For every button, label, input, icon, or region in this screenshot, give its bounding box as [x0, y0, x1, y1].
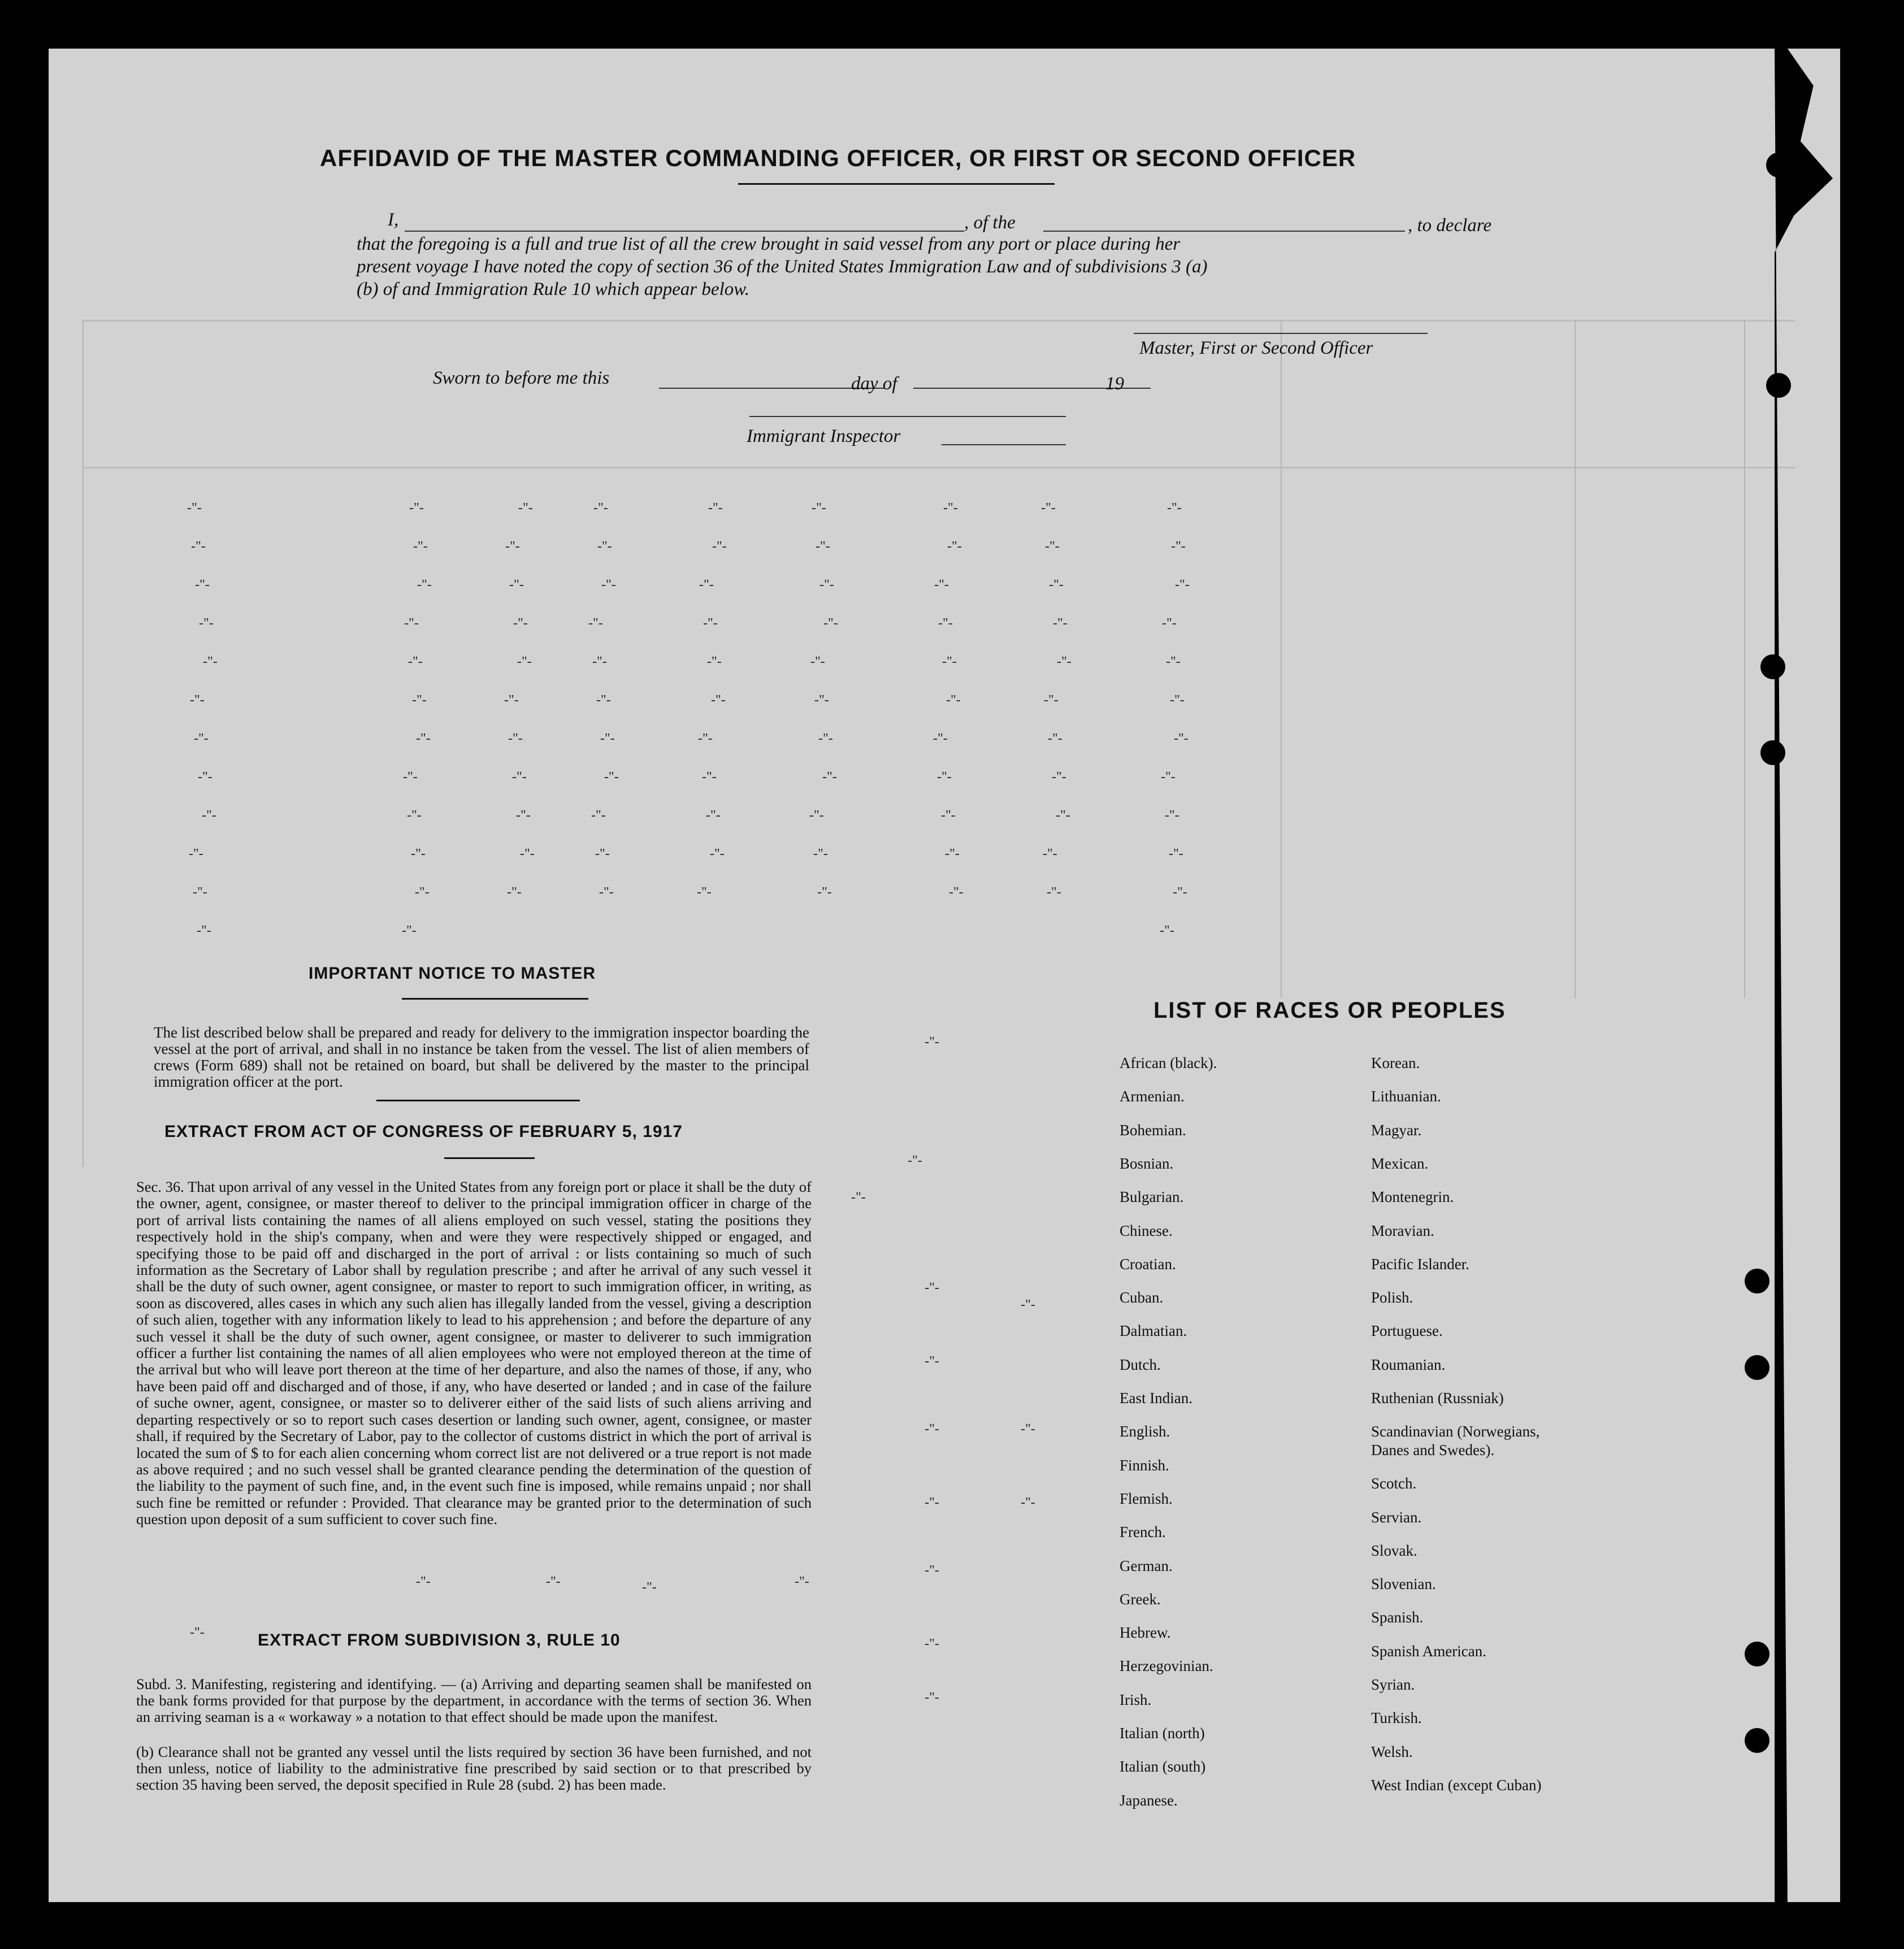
- race-item: Dutch.: [1120, 1356, 1161, 1373]
- race-item: Irish.: [1120, 1691, 1152, 1708]
- ditto-mark: -"-: [1021, 1495, 1035, 1510]
- ditto-mark: -"-: [818, 731, 833, 746]
- ditto-mark: -"-: [409, 501, 424, 515]
- ditto-mark: -"-: [404, 616, 419, 631]
- bleed-through-table-header: [83, 467, 1795, 468]
- ditto-mark: -"-: [702, 770, 717, 784]
- vessel-blank-line: [1043, 231, 1405, 232]
- ditto-mark: -"-: [1041, 501, 1056, 515]
- ditto-mark: -"-: [187, 501, 202, 515]
- ditto-mark: -"-: [943, 501, 958, 515]
- ditto-mark: -"-: [189, 847, 203, 861]
- race-item: Spanish American.: [1371, 1642, 1486, 1660]
- ditto-mark: -"-: [197, 923, 211, 938]
- ditto-mark: -"-: [546, 1574, 561, 1589]
- extract-rule-text-b: (b) Clearance shall not be granted any vessel until the lists required by section 36 have been furnished, and not then unless, notice of liability to the administrative fine prescribed by said section or to that prescribed by section 35 having been served, the deposit specified in Rule 28 (subd. 2) has been made.: [136, 1743, 812, 1793]
- race-item: Pacific Islander.: [1371, 1255, 1469, 1273]
- bleed-through-column: [83, 320, 84, 1167]
- race-item: German.: [1120, 1557, 1173, 1574]
- ditto-mark: -"-: [712, 539, 727, 554]
- ditto-mark: -"-: [194, 731, 209, 746]
- ditto-mark: -"-: [699, 578, 714, 592]
- ditto-mark: -"-: [816, 539, 830, 554]
- ditto-mark: -"-: [596, 693, 611, 707]
- extract-act-underline: [444, 1157, 535, 1159]
- ditto-mark: -"-: [809, 808, 824, 823]
- sworn-label: Sworn to before me this: [433, 368, 610, 388]
- ditto-mark: -"-: [203, 654, 218, 669]
- ditto-mark: -"-: [938, 616, 953, 631]
- ditto-mark: -"-: [504, 693, 519, 707]
- race-item: East Indian.: [1120, 1390, 1192, 1407]
- race-item: French.: [1120, 1523, 1166, 1541]
- ditto-mark: -"-: [513, 616, 528, 631]
- ditto-mark: -"-: [1043, 847, 1057, 861]
- race-item: Bulgarian.: [1120, 1188, 1184, 1206]
- ditto-mark: -"-: [697, 885, 712, 900]
- ditto-mark: -"-: [597, 539, 612, 554]
- ditto-mark: -"-: [814, 693, 829, 707]
- ditto-mark: -"-: [703, 616, 718, 631]
- ditto-mark: -"-: [810, 654, 825, 669]
- ditto-mark: -"-: [817, 885, 832, 900]
- name-blank-line: [405, 231, 964, 232]
- race-item: African (black).: [1120, 1054, 1217, 1071]
- signature-line: [1134, 333, 1428, 334]
- affidavit-of-the: , of the: [964, 212, 1016, 233]
- ditto-mark: -"-: [949, 885, 964, 900]
- sworn-day-of: day of: [851, 374, 897, 394]
- punch-hole: [1766, 153, 1791, 177]
- ditto-mark: -"-: [411, 847, 426, 861]
- inspector-line: [942, 444, 1066, 445]
- ditto-mark: -"-: [195, 578, 210, 592]
- affidavit-i: I,: [388, 210, 399, 230]
- ditto-mark: -"-: [413, 539, 428, 554]
- race-item: Mexican.: [1371, 1154, 1429, 1172]
- ditto-mark: -"-: [520, 847, 535, 861]
- extract-rule-heading: EXTRACT FROM SUBDIVISION 3, RULE 10: [258, 1631, 621, 1650]
- punch-hole: [1745, 1728, 1769, 1753]
- ditto-mark: -"-: [1052, 770, 1066, 784]
- document-page: [49, 49, 1840, 1902]
- ditto-mark: -"-: [933, 731, 948, 746]
- notice-heading: IMPORTANT NOTICE TO MASTER: [309, 964, 596, 983]
- extract-act-heading: EXTRACT FROM ACT OF CONGRESS OF FEBRUARY 5, 1917: [164, 1122, 683, 1141]
- ditto-mark: -"-: [417, 578, 432, 592]
- ditto-mark: -"-: [925, 1422, 939, 1436]
- ditto-mark: -"-: [1171, 539, 1186, 554]
- punch-hole: [1760, 740, 1785, 765]
- sworn-underline: [749, 416, 1066, 417]
- punch-hole: [1745, 1269, 1769, 1293]
- race-item: Spanish.: [1371, 1609, 1424, 1626]
- ditto-mark: -"-: [925, 1690, 939, 1705]
- race-item: Servian.: [1371, 1508, 1422, 1526]
- bleed-through-column: [1281, 320, 1282, 998]
- notice-underline: [402, 998, 588, 1000]
- race-item: Flemish.: [1120, 1490, 1173, 1507]
- ditto-mark: -"-: [507, 885, 522, 900]
- title-underline: [738, 183, 1055, 185]
- ditto-mark: -"-: [698, 731, 713, 746]
- race-item: Turkish.: [1371, 1709, 1422, 1727]
- page-title: AFFIDAVID OF THE MASTER COMMANDING OFFICER, OR FIRST OR SECOND OFFICER: [320, 145, 1356, 171]
- ditto-mark: -"-: [934, 578, 949, 592]
- race-item: Montenegrin.: [1371, 1188, 1454, 1206]
- race-item: Cuban.: [1120, 1289, 1164, 1306]
- affidavit-line-3: present voyage I have noted the copy of section 36 of the United States Immigration Law and of subdivisions 3 (a): [357, 257, 1208, 277]
- race-item: Portuguese.: [1371, 1322, 1443, 1340]
- ditto-mark: -"-: [505, 539, 520, 554]
- ditto-mark: -"-: [945, 847, 960, 861]
- extract-rule-text-a: Subd. 3. Manifesting, registering and identifying. — (a) Arriving and departing seamen shall be manifested on the bank forms provided for that purpose by the department, in accordance with the terms of section 36. When an arriving seaman is a « workaway » a notation to that effect should be made upon the manifest.: [136, 1675, 812, 1725]
- ditto-mark: -"-: [925, 1563, 939, 1578]
- ditto-mark: -"-: [198, 770, 212, 784]
- ditto-mark: -"-: [604, 770, 619, 784]
- race-item: Syrian.: [1371, 1676, 1415, 1693]
- ditto-mark: -"-: [408, 654, 423, 669]
- ditto-mark: -"-: [1173, 885, 1187, 900]
- ditto-mark: -"-: [812, 501, 826, 515]
- ditto-mark: -"-: [202, 808, 216, 823]
- race-item: English.: [1120, 1423, 1170, 1440]
- ditto-mark: -"-: [1021, 1297, 1035, 1312]
- ditto-mark: -"-: [193, 885, 207, 900]
- ditto-mark: -"-: [813, 847, 828, 861]
- ditto-mark: -"-: [946, 693, 961, 707]
- ditto-mark: -"-: [925, 1637, 939, 1651]
- ditto-mark: -"-: [1166, 654, 1181, 669]
- ditto-mark: -"-: [595, 847, 610, 861]
- ditto-mark: -"-: [823, 616, 838, 631]
- race-item: Magyar.: [1371, 1121, 1422, 1139]
- race-item: Armenian.: [1120, 1088, 1185, 1105]
- race-item: Japanese.: [1120, 1791, 1178, 1809]
- punch-hole: [1745, 1355, 1769, 1380]
- race-item: Hebrew.: [1120, 1624, 1171, 1642]
- ditto-mark: -"-: [600, 731, 615, 746]
- ditto-mark: -"-: [711, 693, 726, 707]
- race-item: Korean.: [1371, 1054, 1420, 1071]
- race-item: Finnish.: [1120, 1456, 1169, 1474]
- ditto-mark: -"-: [190, 693, 205, 707]
- ditto-mark: -"-: [191, 539, 206, 554]
- ditto-mark: -"-: [822, 770, 837, 784]
- ditto-mark: -"-: [1047, 885, 1061, 900]
- race-item: Greek.: [1120, 1590, 1161, 1608]
- ditto-mark: -"-: [1174, 731, 1189, 746]
- ditto-mark: -"-: [795, 1574, 809, 1589]
- bleed-through-column: [1575, 320, 1576, 998]
- ditto-mark: -"-: [591, 808, 606, 823]
- race-item: Bohemian.: [1120, 1121, 1186, 1139]
- ditto-mark: -"-: [1044, 693, 1059, 707]
- inspector-label: Immigrant Inspector: [747, 426, 901, 446]
- ditto-mark: -"-: [925, 1280, 939, 1295]
- signature-label: Master, First or Second Officer: [1139, 338, 1373, 358]
- ditto-mark: -"-: [199, 616, 214, 631]
- affidavit-to-declare: , to declare: [1408, 215, 1492, 236]
- notice-text: The list described below shall be prepared and ready for delivery to the immigration inspector boarding the vessel at the port of arrival, and shall in no instance be taken from the vessel. The list of alien members of crews (Form 689) shall not be retained on board, but shall be delivered by the master to the principal immigration officer at the port.: [154, 1024, 809, 1090]
- ditto-mark: -"-: [710, 847, 725, 861]
- race-item: Lithuanian.: [1371, 1088, 1441, 1105]
- ditto-mark: -"-: [402, 923, 417, 938]
- ditto-mark: -"-: [518, 501, 533, 515]
- race-item: West Indian (except Cuban): [1371, 1776, 1542, 1794]
- punch-hole: [1745, 1642, 1769, 1666]
- extract-act-text: Sec. 36. That upon arrival of any vessel in the United States from any foreign port or place it shall be the duty of the owner, agent, consignee, or master thereof to deliver to the principal immigration officer in charge of the port of arrival lists containing the names of all aliens employed on such vessel, stating the positions they respectively hold in the ship's company, when and were they were respectively shipped or engaged, and specifying those to be paid off and discharged in the port of arrival : or lists containing so much of such information as the Secretary of Labor shall by regulation prescribe ; and after he arrival of any such vessel it shall be the duty of such owner, agent consignee, or master to report to such immigration officer, in writing, as soon as discovered, alles cases in which any such alien has illegally landed from the vessel, giving a description of such alien, together with any information likely to lead to his apprehension ; and before the departure of any such vessel it shall be the duty of such owner, agent consignee, or master to deliverer to such immigration officer a further list containing the names of all alien employees who were not employed thereon at the time of the arrival but who will leave port thereon at the time of her departure, and also the names of those, if any, who have been paid off and discharged and of those, if any, who have deserted or landed ; and in case of the failure of suche owner, agent, consignee, or master so to deliverer either of the said lists of such aliens arriving and departing respectively or so to report such cases desertion or landing such owner, agent, consignee, or master shall, if required by the Secretary of Labor, pay to the collector of customs district in which the port of arrival is located the sum of $ to for each alien concerning whom correct list are not delivered or a true report is not made as above required ; and no such vessel shall be granted clearance pending the determination of the question of the liability to the payment of such fine, and, in the event such fine is imposed, while remains unpaid ; nor shall such fine be remitted or refunder : Provided. That clearance may be granted prior to the determination of such question upon deposit of a sum sufficient to cover such fine.: [136, 1178, 812, 1528]
- ditto-mark: -"-: [1161, 770, 1176, 784]
- ditto-mark: -"-: [941, 808, 956, 823]
- ditto-mark: -"-: [942, 654, 957, 669]
- sworn-year: 19: [1105, 374, 1124, 394]
- race-item: Scotch.: [1371, 1475, 1417, 1492]
- ditto-mark: -"-: [1169, 847, 1183, 861]
- ditto-mark: -"-: [1165, 808, 1179, 823]
- ditto-mark: -"-: [1167, 501, 1182, 515]
- ditto-mark: -"-: [1053, 616, 1068, 631]
- race-item: Herzegovinian.: [1120, 1657, 1213, 1675]
- race-item: Slovenian.: [1371, 1575, 1436, 1593]
- race-item: Chinese.: [1120, 1222, 1173, 1239]
- ditto-mark: -"-: [1049, 578, 1064, 592]
- ditto-mark: -"-: [588, 616, 603, 631]
- ditto-mark: -"-: [925, 1495, 939, 1510]
- ditto-mark: -"-: [1162, 616, 1177, 631]
- ditto-mark: -"-: [642, 1580, 657, 1595]
- ditto-mark: -"-: [707, 654, 722, 669]
- race-item: Bosnian.: [1120, 1154, 1174, 1172]
- ditto-mark: -"-: [416, 731, 431, 746]
- ditto-mark: -"-: [1045, 539, 1060, 554]
- race-item: Roumanian.: [1371, 1356, 1446, 1373]
- race-item: Ruthenian (Russniak): [1371, 1390, 1504, 1407]
- ditto-mark: -"-: [1021, 1422, 1035, 1436]
- affidavit-line-2: that the foregoing is a full and true list of all the crew brought in said vessel from any port or place during her: [357, 234, 1181, 254]
- ditto-mark: -"-: [601, 578, 616, 592]
- ditto-mark: -"-: [925, 1035, 939, 1049]
- ditto-mark: -"-: [416, 1574, 431, 1589]
- ditto-mark: -"-: [819, 578, 834, 592]
- ditto-mark: -"-: [415, 885, 430, 900]
- race-item: Welsh.: [1371, 1743, 1413, 1760]
- punch-hole: [1760, 654, 1785, 679]
- notice-rule: [376, 1100, 580, 1101]
- race-item: Polish.: [1371, 1289, 1413, 1306]
- ditto-mark: -"-: [937, 770, 952, 784]
- punch-hole: [1766, 373, 1791, 398]
- ditto-mark: -"-: [947, 539, 962, 554]
- ditto-mark: -"-: [592, 654, 607, 669]
- races-heading: LIST OF RACES OR PEOPLES: [1153, 998, 1506, 1023]
- race-item: Danes and Swedes).: [1371, 1441, 1495, 1459]
- race-item: Italian (south): [1120, 1758, 1206, 1776]
- ditto-mark: -"-: [509, 578, 524, 592]
- ditto-mark: -"-: [1175, 578, 1190, 592]
- ditto-mark: -"-: [516, 808, 531, 823]
- ditto-mark: -"-: [1056, 808, 1070, 823]
- ditto-mark: -"-: [599, 885, 614, 900]
- bleed-through-column: [1744, 320, 1745, 998]
- race-item: Italian (north): [1120, 1725, 1205, 1742]
- ditto-mark: -"-: [851, 1190, 866, 1205]
- race-item: Scandinavian (Norwegians,: [1371, 1423, 1540, 1440]
- ditto-mark: -"-: [512, 770, 527, 784]
- ditto-mark: -"-: [1057, 654, 1072, 669]
- ditto-mark: -"-: [708, 501, 723, 515]
- ditto-mark: -"-: [1160, 923, 1174, 938]
- ditto-mark: -"-: [1048, 731, 1062, 746]
- ditto-mark: -"-: [1170, 693, 1185, 707]
- ditto-mark: -"-: [706, 808, 721, 823]
- bleed-through-table-top: [83, 320, 1795, 322]
- race-item: Dalmatian.: [1120, 1322, 1187, 1340]
- affidavit-line-4: (b) of and Immigration Rule 10 which appear below.: [357, 279, 750, 299]
- race-item: Moravian.: [1371, 1222, 1434, 1239]
- ditto-mark: -"-: [190, 1625, 205, 1640]
- ditto-mark: -"-: [412, 693, 427, 707]
- ditto-mark: -"-: [593, 501, 608, 515]
- race-item: Slovak.: [1371, 1542, 1417, 1559]
- ditto-mark: -"-: [407, 808, 422, 823]
- ditto-mark: -"-: [517, 654, 532, 669]
- ditto-mark: -"-: [403, 770, 418, 784]
- ditto-mark: -"-: [508, 731, 523, 746]
- race-item: Croatian.: [1120, 1255, 1176, 1273]
- ditto-mark: -"-: [925, 1354, 939, 1369]
- ditto-mark: -"-: [908, 1153, 922, 1168]
